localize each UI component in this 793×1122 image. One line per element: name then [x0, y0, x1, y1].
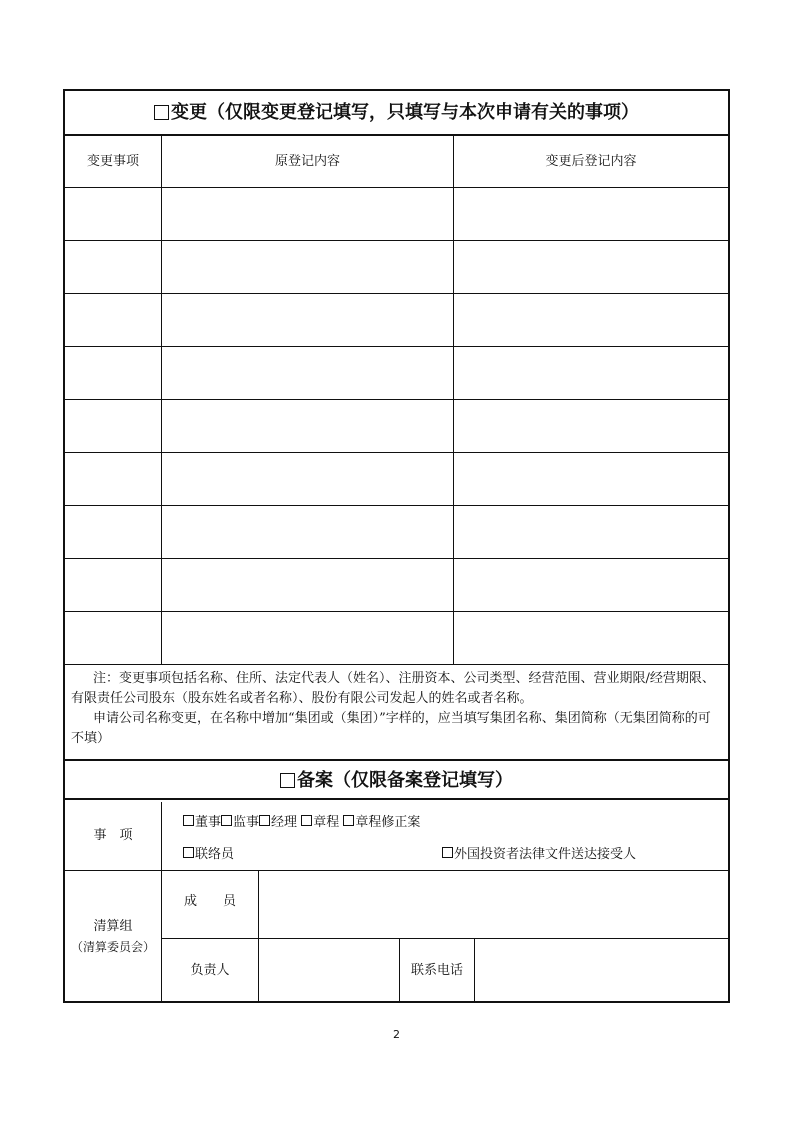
- option-charter-amendment[interactable]: 章程修正案: [343, 815, 420, 830]
- phone-label: 联系电话: [410, 963, 463, 978]
- change-note: [71, 669, 723, 749]
- option-manager[interactable]: 经理: [259, 815, 297, 830]
- option-charter[interactable]: 章程: [301, 815, 339, 830]
- charter-amendment-checkbox[interactable]: [343, 815, 354, 826]
- charter-checkbox[interactable]: [301, 815, 312, 826]
- option-supervisor[interactable]: 监事: [221, 815, 259, 830]
- manager-checkbox[interactable]: [259, 815, 270, 826]
- option-director[interactable]: 董事: [183, 815, 221, 830]
- filing-title-text: 备案（仅限备案登记填写）: [297, 770, 513, 791]
- phone-field[interactable]: [475, 939, 728, 1003]
- leader-field[interactable]: [259, 939, 399, 1003]
- filing-checkbox[interactable]: [280, 773, 295, 788]
- note-line-1: 注：变更事项包括名称、住所、法定代表人（姓名）、注册资本、公司类型、经营范围、营业期限/经营期限、有限责任公司股东（股东姓名或者名称）、股份有限公司发起人的姓名或者名称。: [71, 671, 715, 706]
- change-title-text: 变更（仅限变更登记填写，只填写与本次申请有关的事项）: [171, 102, 639, 123]
- filing-options-row1: [183, 811, 420, 830]
- table-row[interactable]: [65, 506, 728, 558]
- col-header-new: 变更后登记内容: [545, 154, 637, 169]
- change-checkbox[interactable]: [154, 105, 169, 120]
- members-field[interactable]: [259, 871, 728, 938]
- application-form: [63, 89, 730, 1003]
- table-row[interactable]: [65, 294, 728, 346]
- table-row[interactable]: [65, 453, 728, 505]
- items-label: 事 项: [93, 828, 133, 843]
- leader-label: 负责人: [190, 963, 230, 978]
- note-line-2: 申请公司名称变更，在名称中增加“集团或（集团）”字样的，应当填写集团名称、集团简称（无集团简称的可不填）: [71, 711, 711, 746]
- foreign-agent-checkbox[interactable]: [442, 847, 453, 858]
- change-section-title: [65, 91, 728, 136]
- members-label: 成 员: [183, 894, 236, 909]
- liquidation-label-line1: 清算组: [93, 919, 133, 934]
- table-row[interactable]: [65, 400, 728, 452]
- col-header-original: 原登记内容: [274, 154, 340, 169]
- row-divider: [65, 664, 728, 665]
- page-number: 2: [393, 1028, 400, 1041]
- option-liaison[interactable]: 联络员: [183, 843, 234, 862]
- filing-section-title: [65, 759, 728, 800]
- table-row[interactable]: [65, 188, 728, 240]
- supervisor-checkbox[interactable]: [221, 815, 232, 826]
- col-header-item: 变更事项: [86, 154, 139, 169]
- liquidation-label-line2: （清算委员会）: [70, 940, 155, 954]
- option-foreign-agent[interactable]: 外国投资者法律文件送达接受人: [442, 843, 636, 862]
- liquidation-label: [65, 917, 161, 957]
- table-row[interactable]: [65, 241, 728, 293]
- director-checkbox[interactable]: [183, 815, 194, 826]
- liaison-checkbox[interactable]: [183, 847, 194, 858]
- table-row[interactable]: [65, 612, 728, 664]
- table-row[interactable]: [65, 347, 728, 399]
- table-row[interactable]: [65, 559, 728, 611]
